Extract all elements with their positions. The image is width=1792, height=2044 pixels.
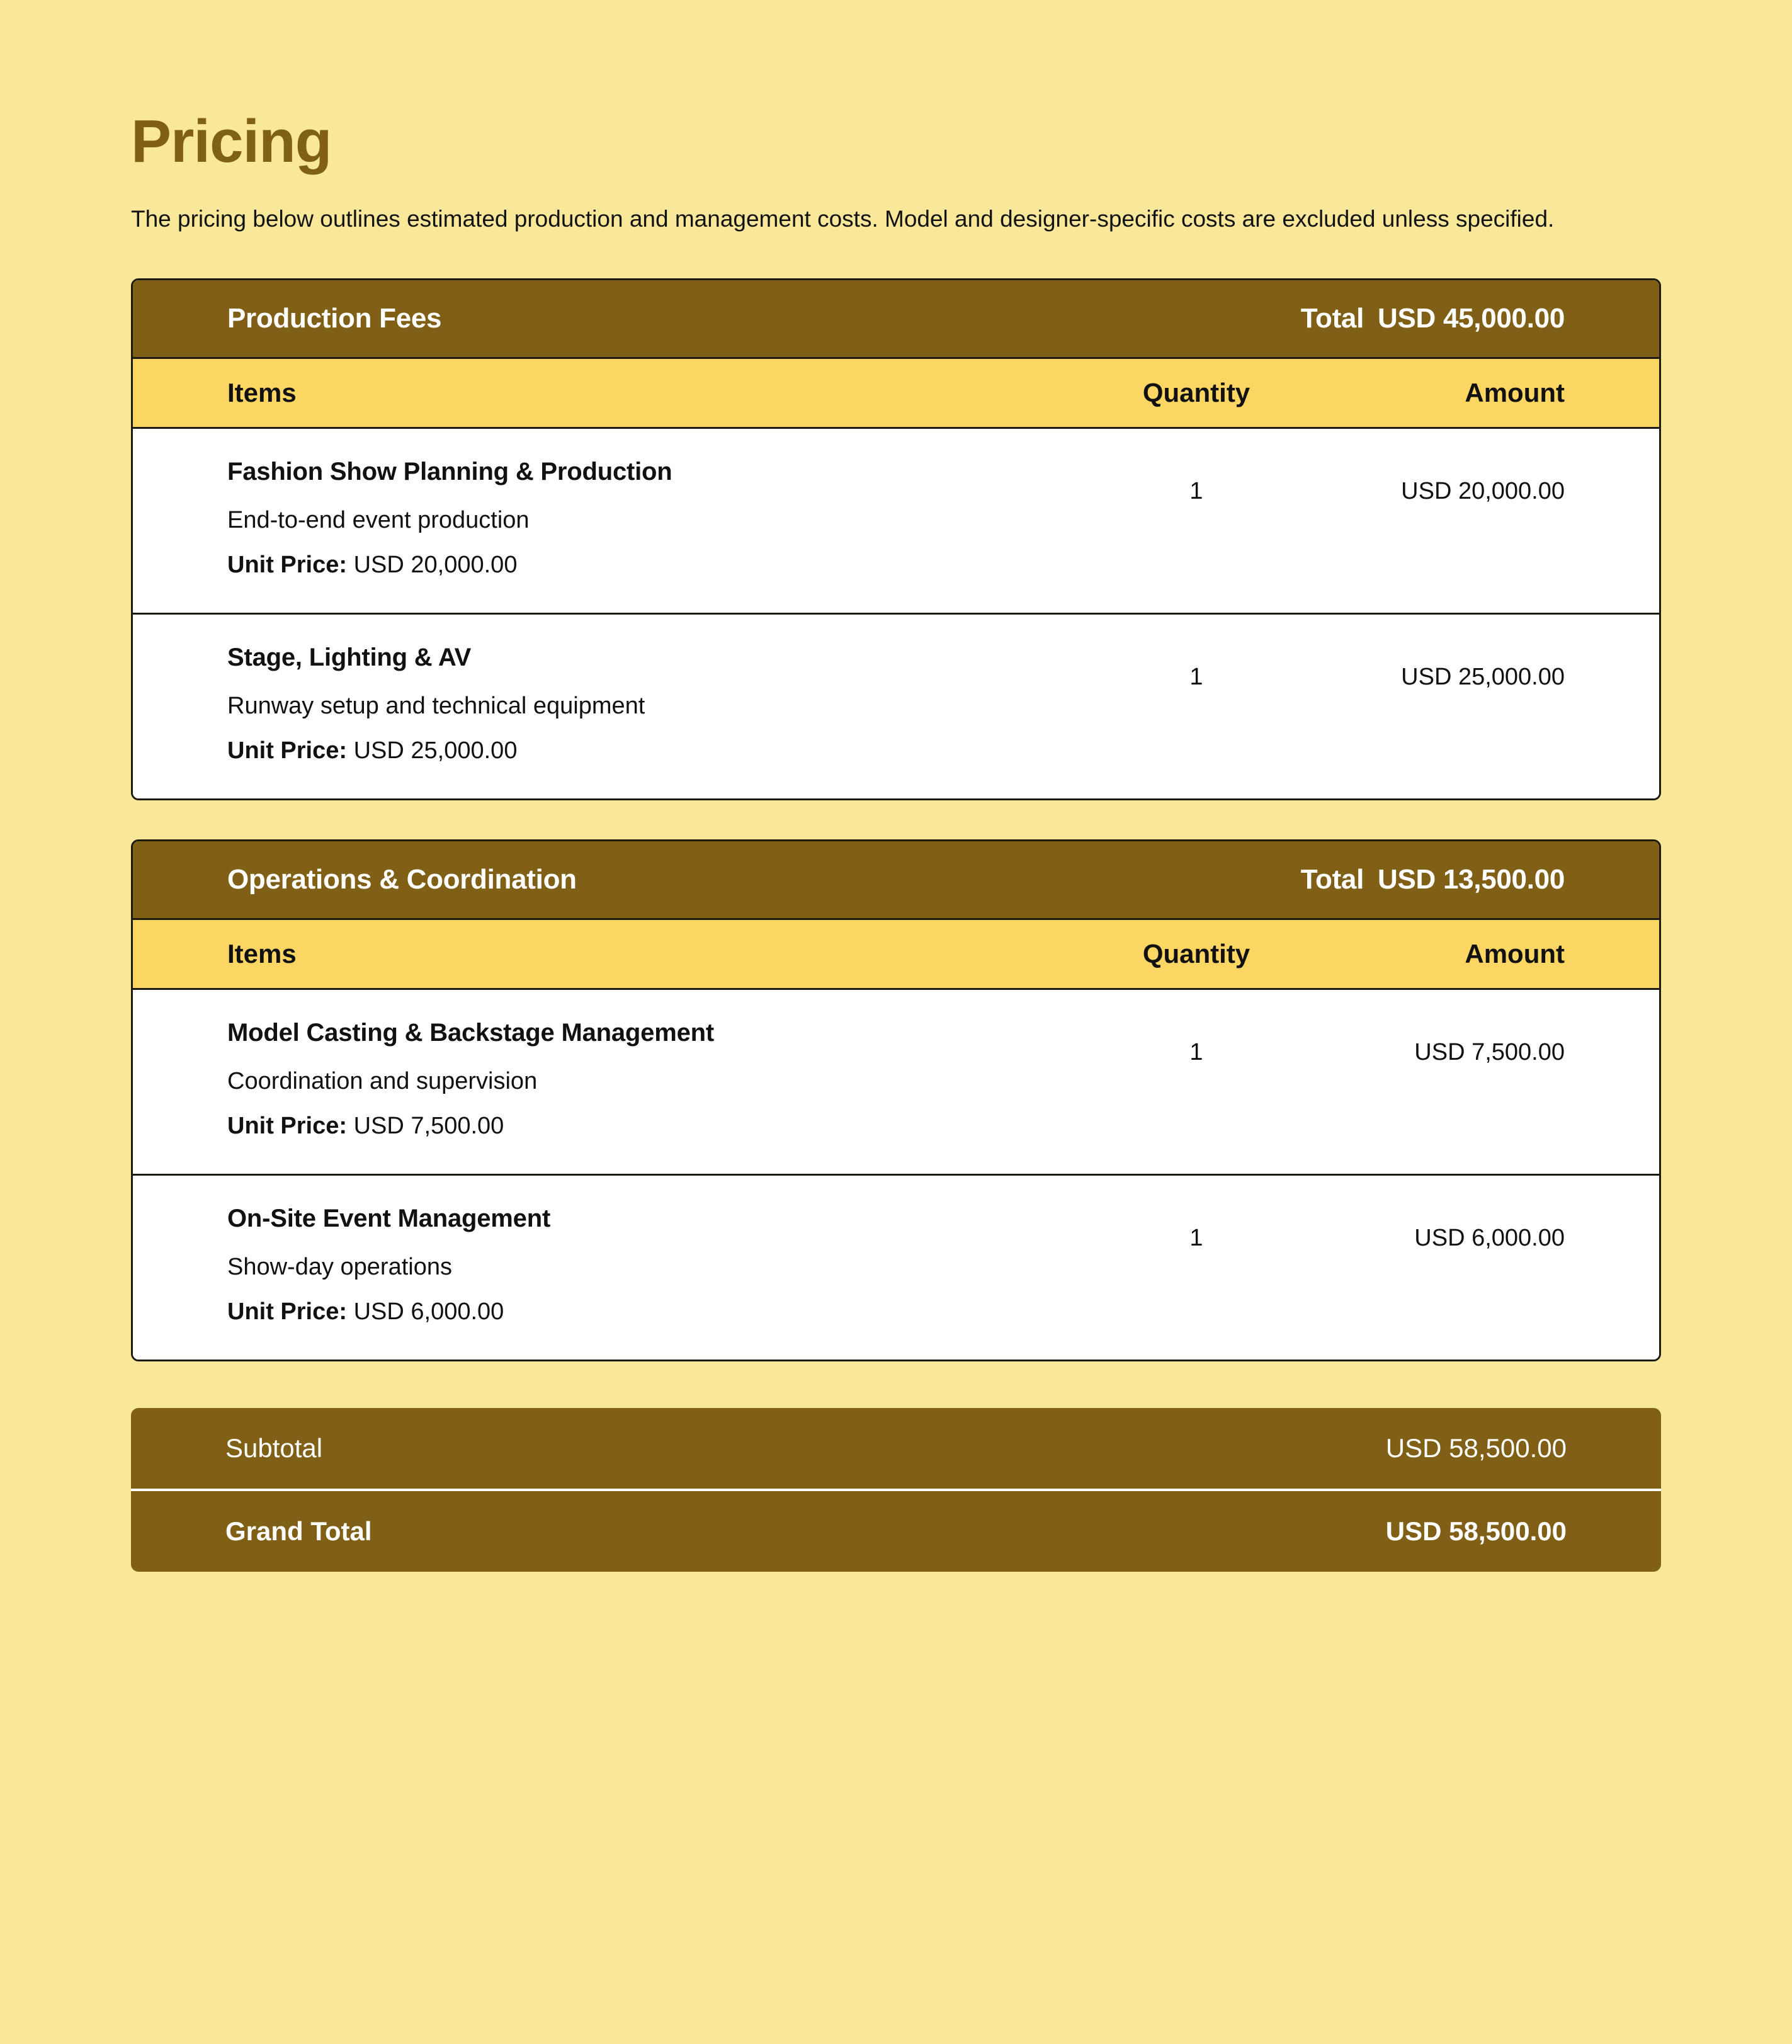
section-total-label: Total [1300,303,1364,334]
item-unit-price [227,1113,1067,1140]
column-header-quantity: Quantity [1142,378,1250,408]
item-name: Model Casting & Backstage Management [227,1019,714,1047]
section-total-value: USD 13,500.00 [1378,864,1565,895]
item-name: On-Site Event Management [227,1205,551,1233]
unit-price-label: Unit Price: [227,1113,348,1140]
column-header-items: Items [227,939,297,969]
item-details [227,1019,1092,1140]
item-name: Fashion Show Planning & Production [227,458,672,486]
item-quantity: 1 [1189,478,1203,505]
item-description: Coordination and supervision [227,1068,538,1095]
item-unit-price [227,737,1067,764]
page-title: Pricing [131,108,332,175]
unit-price-value: USD 7,500.00 [353,1113,504,1140]
column-header-row [133,920,1659,990]
item-description: Runway setup and technical equipment [227,693,645,720]
column-header-amount: Amount [1465,378,1565,408]
unit-price-label: Unit Price: [227,1298,348,1326]
item-amount: USD 20,000.00 [1401,478,1565,505]
grand-total-value: USD 58,500.00 [1385,1516,1567,1547]
pricing-section-card [131,839,1661,1361]
unit-price-value: USD 6,000.00 [353,1298,504,1326]
item-details [227,1205,1092,1326]
item-quantity: 1 [1189,664,1203,691]
subtotal-value: USD 58,500.00 [1385,1433,1567,1463]
grand-total-row [131,1491,1661,1572]
table-row [133,1176,1659,1360]
section-header [133,841,1659,920]
item-description: Show-day operations [227,1254,452,1281]
grand-total-label: Grand Total [225,1516,372,1547]
section-total [1301,303,1565,334]
column-header-row [133,359,1659,429]
section-header [133,280,1659,359]
item-amount: USD 6,000.00 [1414,1225,1565,1252]
item-quantity: 1 [1189,1039,1203,1066]
column-header-items: Items [227,378,297,408]
item-amount: USD 25,000.00 [1401,664,1565,691]
item-unit-price [227,552,1067,579]
table-row [133,429,1659,615]
pricing-sections [131,278,1661,1361]
column-header-quantity: Quantity [1142,939,1250,969]
section-title: Production Fees [227,303,442,334]
section-total [1301,864,1565,895]
item-details [227,644,1092,764]
page-description: The pricing below outlines estimated production and management costs. Model and designer-specific costs are excluded unless specified. [131,205,1555,232]
unit-price-value: USD 25,000.00 [353,737,518,764]
section-total-label: Total [1300,864,1364,895]
item-unit-price [227,1298,1067,1326]
table-row [133,615,1659,798]
table-row [133,990,1659,1176]
section-title: Operations & Coordination [227,864,577,895]
totals-summary [131,1408,1661,1572]
subtotal-label: Subtotal [225,1433,323,1463]
item-description: End-to-end event production [227,507,530,534]
unit-price-value: USD 20,000.00 [353,552,518,579]
item-details [227,458,1092,579]
column-header-amount: Amount [1465,939,1565,969]
pricing-section-card [131,278,1661,800]
unit-price-label: Unit Price: [227,552,348,579]
item-name: Stage, Lighting & AV [227,644,472,672]
item-amount: USD 7,500.00 [1414,1039,1565,1066]
section-total-value: USD 45,000.00 [1378,303,1565,334]
subtotal-row [131,1408,1661,1491]
item-quantity: 1 [1189,1225,1203,1252]
unit-price-label: Unit Price: [227,737,348,764]
